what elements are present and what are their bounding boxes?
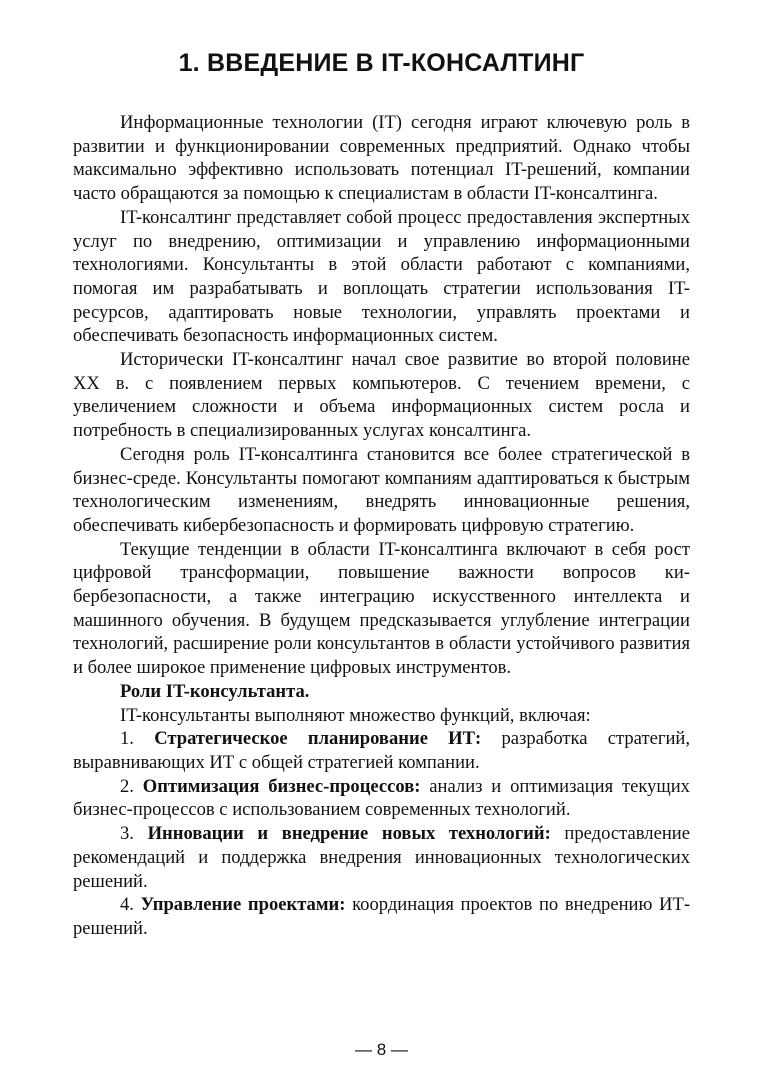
paragraph: IT-консалтинг представляет собой процесс предоставления экспертных услуг по внедрению, оптимизации и управлению информационными технологиями. Консультанты в этой области работают с компаниями, помогая им разрабатывать и воплощать стратегии использования IT-ресурсов, адаптировать новые технологии, управлять проектами и обеспечивать безопасность информационных систем. — [73, 206, 690, 347]
list-item — [73, 893, 690, 940]
list-intro: IT-консультанты выполняют множество функций, включая: — [120, 704, 591, 726]
item-text: предоставление рекомендаций и поддержка внедрения инновационных технологических решений. — [73, 823, 690, 892]
paragraph: Текущие тенденции в области IT-консалтинга включают в себя рост цифровой трансформации, повышение важности вопросов кибербезопасности, а также интеграцию искусственного интеллекта и машинного обучения. В будущем предсказывается углубление интеграции технологий, расширение роли консультантов в области устойчивого развития и более широкое применение цифровых инструментов. — [73, 538, 690, 679]
item-term: Инновации и внедрение новых технологий: — [147, 823, 551, 845]
item-term: Стратегическое планирование ИТ: — [154, 728, 482, 750]
page-content — [73, 48, 690, 941]
section-subheading: Роли IT-консультанта. — [120, 680, 310, 702]
item-term: Оптимизация бизнес-процессов: — [142, 775, 421, 797]
paragraph: Информационные технологии (IT) сегодня играют ключевую роль в развитии и функционировании современных предприятий. Однако чтобы максимально эффективно использовать потенциал IT-решений, компании часто обращаются за помощью к специалистам в области IT-консалтинга. — [73, 112, 690, 205]
paragraph: Сегодня роль IT-консалтинга становится все более стратегической в бизнес-среде. Консультанты помогают компаниям адаптироваться к быстрым технологическим изменениям, внедрять инновационные решения, обеспечивать кибербезопасность и формировать цифровую стратегию. — [73, 443, 690, 536]
item-text: анализ и оптимизация текущих бизнес-процессов с использованием современных технологий. — [73, 775, 690, 821]
paragraph: Исторически IT-консалтинг начал свое развитие во второй половине XX в. с появлением первых компьютеров. С течением времени, с увеличением сложности и объема информационных систем росла и потребность в специализированных услугах консалтинга. — [73, 349, 690, 442]
item-text: координация проектов по внедрению ИТ-решений. — [73, 894, 691, 939]
list-item — [73, 775, 690, 822]
item-term: Управление проектами: — [140, 894, 346, 916]
item-text: разработка стратегий, выравнивающих ИТ с общей стратегией компании. — [73, 728, 691, 773]
item-number: 4. — [120, 894, 134, 916]
item-number: 3. — [120, 823, 134, 845]
item-number: 1. — [120, 728, 134, 750]
list-item — [73, 822, 690, 893]
chapter-title: 1. ВВЕДЕНИЕ В IT-КОНСАЛТИНГ — [178, 49, 585, 77]
list-item — [73, 727, 690, 774]
item-number: 2. — [120, 775, 134, 797]
page-number: — 8 — — [355, 1040, 408, 1059]
